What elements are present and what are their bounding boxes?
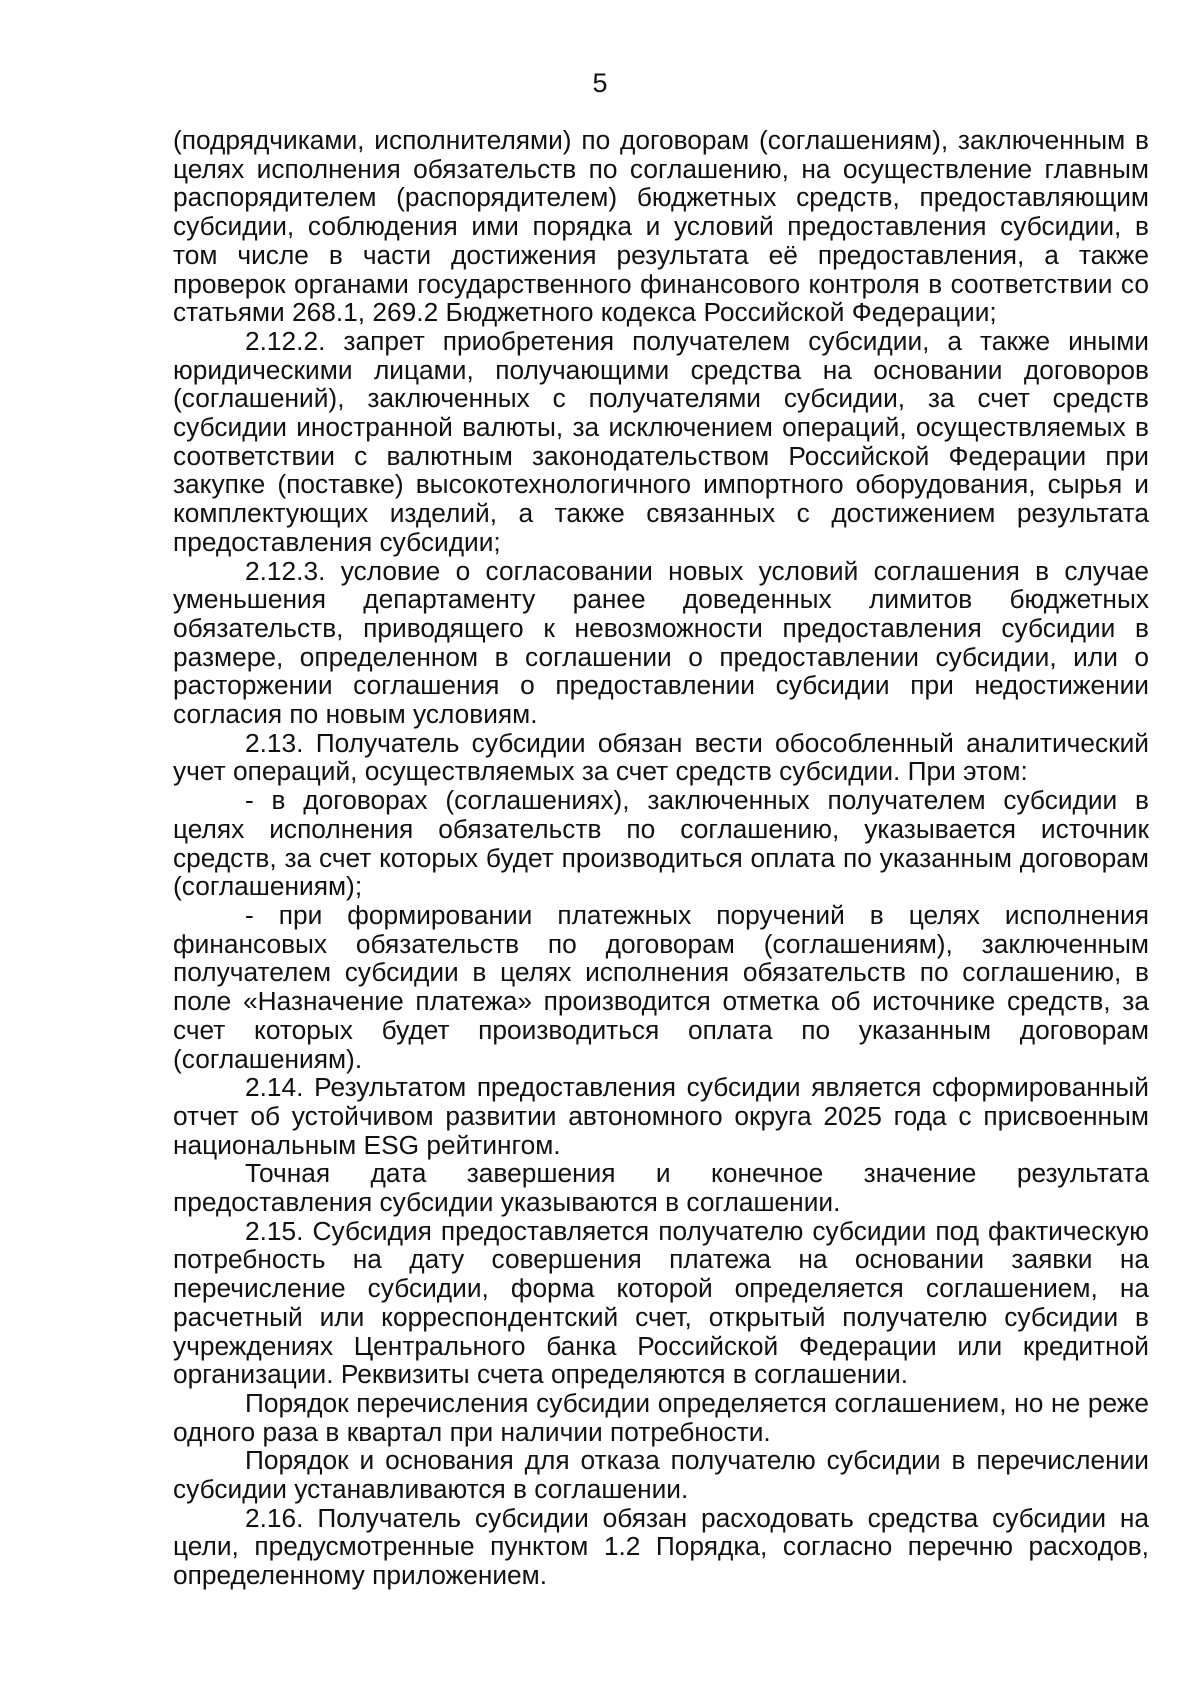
paragraph-2-12-2: 2.12.2. запрет приобретения получателем субсидии, а также иными юридическими лицами, получающими средства на основании договоров (соглашений), заключенных с получателями субсидии, за счет средств субсидии иностранной валюты, за исключением операций, осуществляемых в соответствии с валютным законодательством Российской Федерации при закупке (поставке) высокотехнологичного импортного оборудования, сырья и комплектующих изделий, а также связанных с достижением результата предоставления субсидии; bbox=[173, 325, 1149, 557]
paragraph-2-15-transfer-order: Порядок перечисления субсидии определяется соглашением, но не реже одного раза в квартал при наличии потребности. bbox=[173, 1387, 1149, 1447]
paragraph-2-13-item-contracts: - в договорах (соглашениях), заключенных получателем субсидии в целях исполнения обязательств по соглашению, указывается источник средств, за счет которых будет производиться оплата по указанным договорам (соглашениям); bbox=[173, 785, 1149, 902]
paragraph-2-13-item-payment-orders: - при формировании платежных поручений в целях исполнения финансовых обязательств по договорам (соглашениям), заключенным получателем субсидии в целях исполнения обязательств по соглашению, в поле «Назначение платежа» производится отметка об источнике средств, за счет которых будет производиться оплата по указанным договорам (соглашениям). bbox=[173, 899, 1149, 1074]
paragraph-2-13: 2.13. Получатель субсидии обязан вести обособленный аналитический учет операций, осуществляемых за счет средств субсидии. При этом: bbox=[173, 727, 1149, 787]
paragraph-continuation: (подрядчиками, исполнителями) по договорам (соглашениям), заключенным в целях исполнения обязательств по соглашению, на осуществление главным распорядителем (распорядителем) бюджетных средств, предоставляющим субсидии, соблюдения ими порядка и условий предоставления субсидии, в том числе в части достижения результата её предоставления, а также проверок органами государственного финансового контроля в соответствии со статьями 268.1, 269.2 Бюджетного кодекса Российской Федерации; bbox=[173, 125, 1149, 328]
paragraph-2-12-3: 2.12.3. условие о согласовании новых условий соглашения в случае уменьшения департаменту ранее доведенных лимитов бюджетных обязательств, приводящего к невозможности предоставления субсидии в размере, определенном в соглашении о предоставлении субсидии, или о расторжении соглашения о предоставлении субсидии при недостижении согласия по новым условиям. bbox=[173, 555, 1149, 730]
paragraph-2-14-result-date: Точная дата завершения и конечное значение результата предоставления субсидии указываются в соглашении. bbox=[173, 1158, 1149, 1218]
paragraph-2-15: 2.15. Субсидия предоставляется получателю субсидии под фактическую потребность на дату совершения платежа на основании заявки на перечисление субсидии, форма которой определяется соглашением, на расчетный или корреспондентский счет, открытый получателю субсидии в учреждениях Центрального банка Российской Федерации или кредитной организации. Реквизиты счета определяются в соглашении. bbox=[173, 1215, 1149, 1390]
paragraph-2-15-refusal-grounds: Порядок и основания для отказа получателю субсидии в перечислении субсидии устанавливаются в соглашении. bbox=[173, 1445, 1149, 1505]
paragraph-2-14: 2.14. Результатом предоставления субсидии является сформированный отчет об устойчивом развитии автономного округа 2025 года с присвоенным национальным ESG рейтингом. bbox=[173, 1072, 1149, 1160]
page-number: 5 bbox=[592, 68, 608, 98]
paragraph-2-16: 2.16. Получатель субсидии обязан расходовать средства субсидии на цели, предусмотренные пунктом 1.2 Порядка, согласно перечню расходов, определенному приложением. bbox=[173, 1502, 1149, 1591]
document-body bbox=[173, 126, 1149, 1590]
